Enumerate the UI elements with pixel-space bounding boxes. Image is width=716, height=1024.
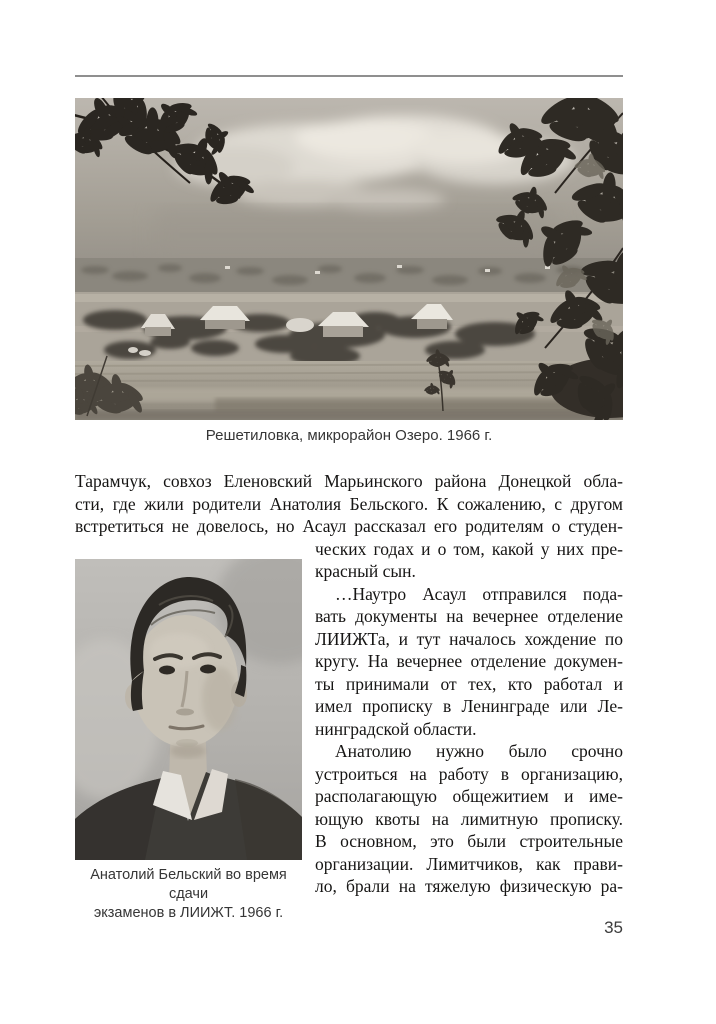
portrait-caption [75,866,302,923]
body-line: ческих годах и о том, какой у них пре- [315,538,623,559]
body-line: В основном, это были строительные [315,831,623,851]
body-line: кругу. На вечернее отделение докумен- [315,651,623,671]
body-line: сти, где жили родители Анатолия Бельского. К сожалению, с другом [75,493,623,514]
body-line: организации. Лимитчиков, как прави- [315,853,623,874]
portrait-photo [75,559,302,860]
landscape-photo-art [75,98,623,420]
landscape-photo [75,98,623,420]
portrait-caption-line2: экзаменов в ЛИИЖТ. 1966 г. [93,904,284,921]
body-line: ющую квоты на лимитную прописку. [315,808,623,829]
body-line: располагающую общежитием и име- [315,786,623,806]
body-line: …Наутро Асаул отправился пода- [335,583,623,604]
body-line: вать документы на вечернее отделение [315,606,623,626]
body-line: устроиться на работу в организацию, [315,763,623,784]
body-line: встретиться не довелось, но Асаул рассказал его родителям о студен- [75,516,623,536]
body-line: имел прописку в Ленинграде или Ле- [315,696,623,716]
landscape-caption: Решетиловка, микрорайон Озеро. 1966 г. [205,427,493,444]
wrapped-text-column [315,538,623,898]
body-line: ЛИИЖТа, и тут началось хождение по [315,628,623,649]
portrait-photo-art [75,559,302,860]
page-number: 35 [604,918,623,937]
portrait-caption-line1: Анатолий Бельский во время сдачи [90,866,287,902]
body-text [75,470,623,923]
body-line: ты принимали от тех, кто работал и [315,673,623,694]
body-line: нинградской области. [315,718,477,739]
body-line: ло, брали на тяжелую физическую ра- [315,876,623,896]
body-line: Тарамчук, совхоз Еленовский Марьинского района Донецкой обла- [75,471,623,491]
portrait-column [75,538,315,923]
body-line: Анатолию нужно было срочно [335,741,623,761]
header-rule [75,75,623,77]
body-line: красный сын. [315,561,416,581]
